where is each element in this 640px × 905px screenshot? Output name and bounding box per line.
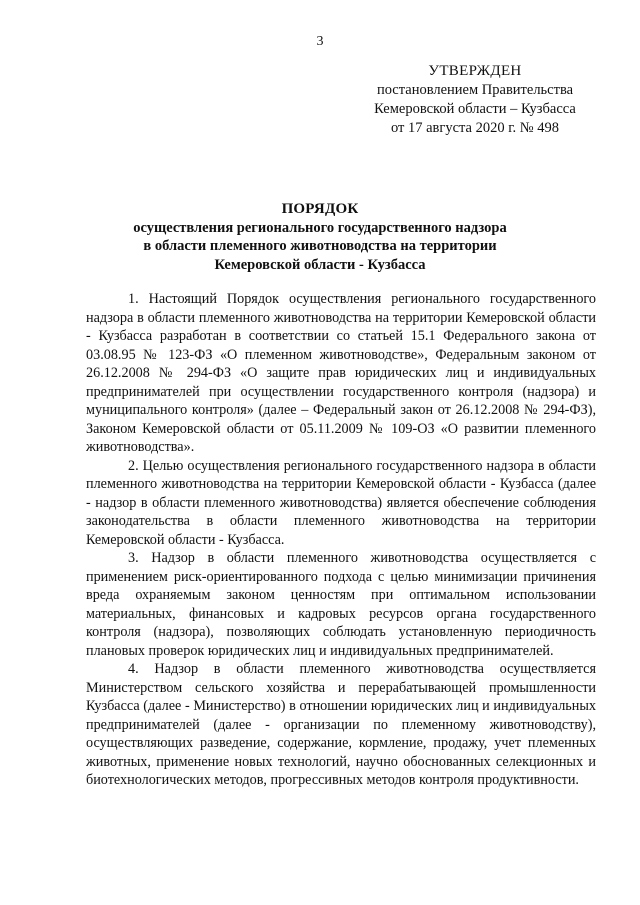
paragraph-4: 4. Надзор в области племенного животноводства осуществляется Министерством сельского хозяйства и перерабатывающей промышленности Кузбасса (далее - Министерство) в отношении юридических лиц и индивидуальных предпринимателей (далее - организации по племенному животноводству), осуществляющих разведение, содержание, кормление, продажу, учет племенных животных, применение новых технологий, научно обоснованных селекционных и биотехнологических методов, прогрессивных методов контроля продуктивности. bbox=[86, 661, 596, 788]
approval-stamp bbox=[360, 62, 590, 138]
paragraph-1: 1. Настоящий Порядок осуществления регионального государственного надзора в области племенного животноводства на территории Кемеровской области - Кузбасса разработан в соответствии со статьей 15.1 Федерального закона от 03.08.95 № 123-ФЗ «О племенном животноводстве», Федеральным законом от 26.12.2008 № 294-ФЗ «О защите прав юридических лиц и индивидуальных предпринимателей при осуществлении государственного контроля (надзора) и муниципального контроля» (далее – Федеральный закон от 26.12.2008 № 294-ФЗ), Законом Кемеровской области от 05.11.2009 № 109-ОЗ «О развитии племенного животноводства». bbox=[86, 291, 596, 455]
page-number: 3 bbox=[316, 34, 324, 49]
approval-heading: УТВЕРЖДЕН bbox=[428, 63, 522, 79]
title-line-1: осуществления регионального государственного надзора bbox=[133, 219, 507, 236]
document-title-block bbox=[0, 200, 640, 274]
title-line-3: Кемеровской области - Кузбасса bbox=[214, 256, 426, 273]
title-line-2: в области племенного животноводства на территории bbox=[143, 238, 497, 254]
document-title: ПОРЯДОК bbox=[281, 201, 359, 217]
paragraph-3: 3. Надзор в области племенного животноводства осуществляется с применением риск-ориентированного подхода с целью минимизации причинения вреда охраняемым законом ценностям при оптимальном использовании материальных, финансовых и кадровых ресурсов органа государственного контроля (надзора), позволяющих соблюдать установленную периодичность плановых проверок юридических лиц и индивидуальных предпринимателей. bbox=[86, 550, 596, 659]
approval-line-2: Кемеровской области – Кузбасса bbox=[374, 101, 576, 117]
approval-line-3: от 17 августа 2020 г. № 498 bbox=[390, 120, 560, 136]
approval-line-1: постановлением Правительства bbox=[376, 82, 574, 98]
paragraph-2: 2. Целью осуществления регионального государственного надзора в области племенного животноводства на территории Кемеровской области - Кузбасса (далее - надзор в области племенного животноводства) является обеспечение соблюдения законодательства в области племенного животноводства на территории Кемеровской области - Кузбасса. bbox=[86, 457, 596, 548]
document-body bbox=[86, 290, 596, 790]
